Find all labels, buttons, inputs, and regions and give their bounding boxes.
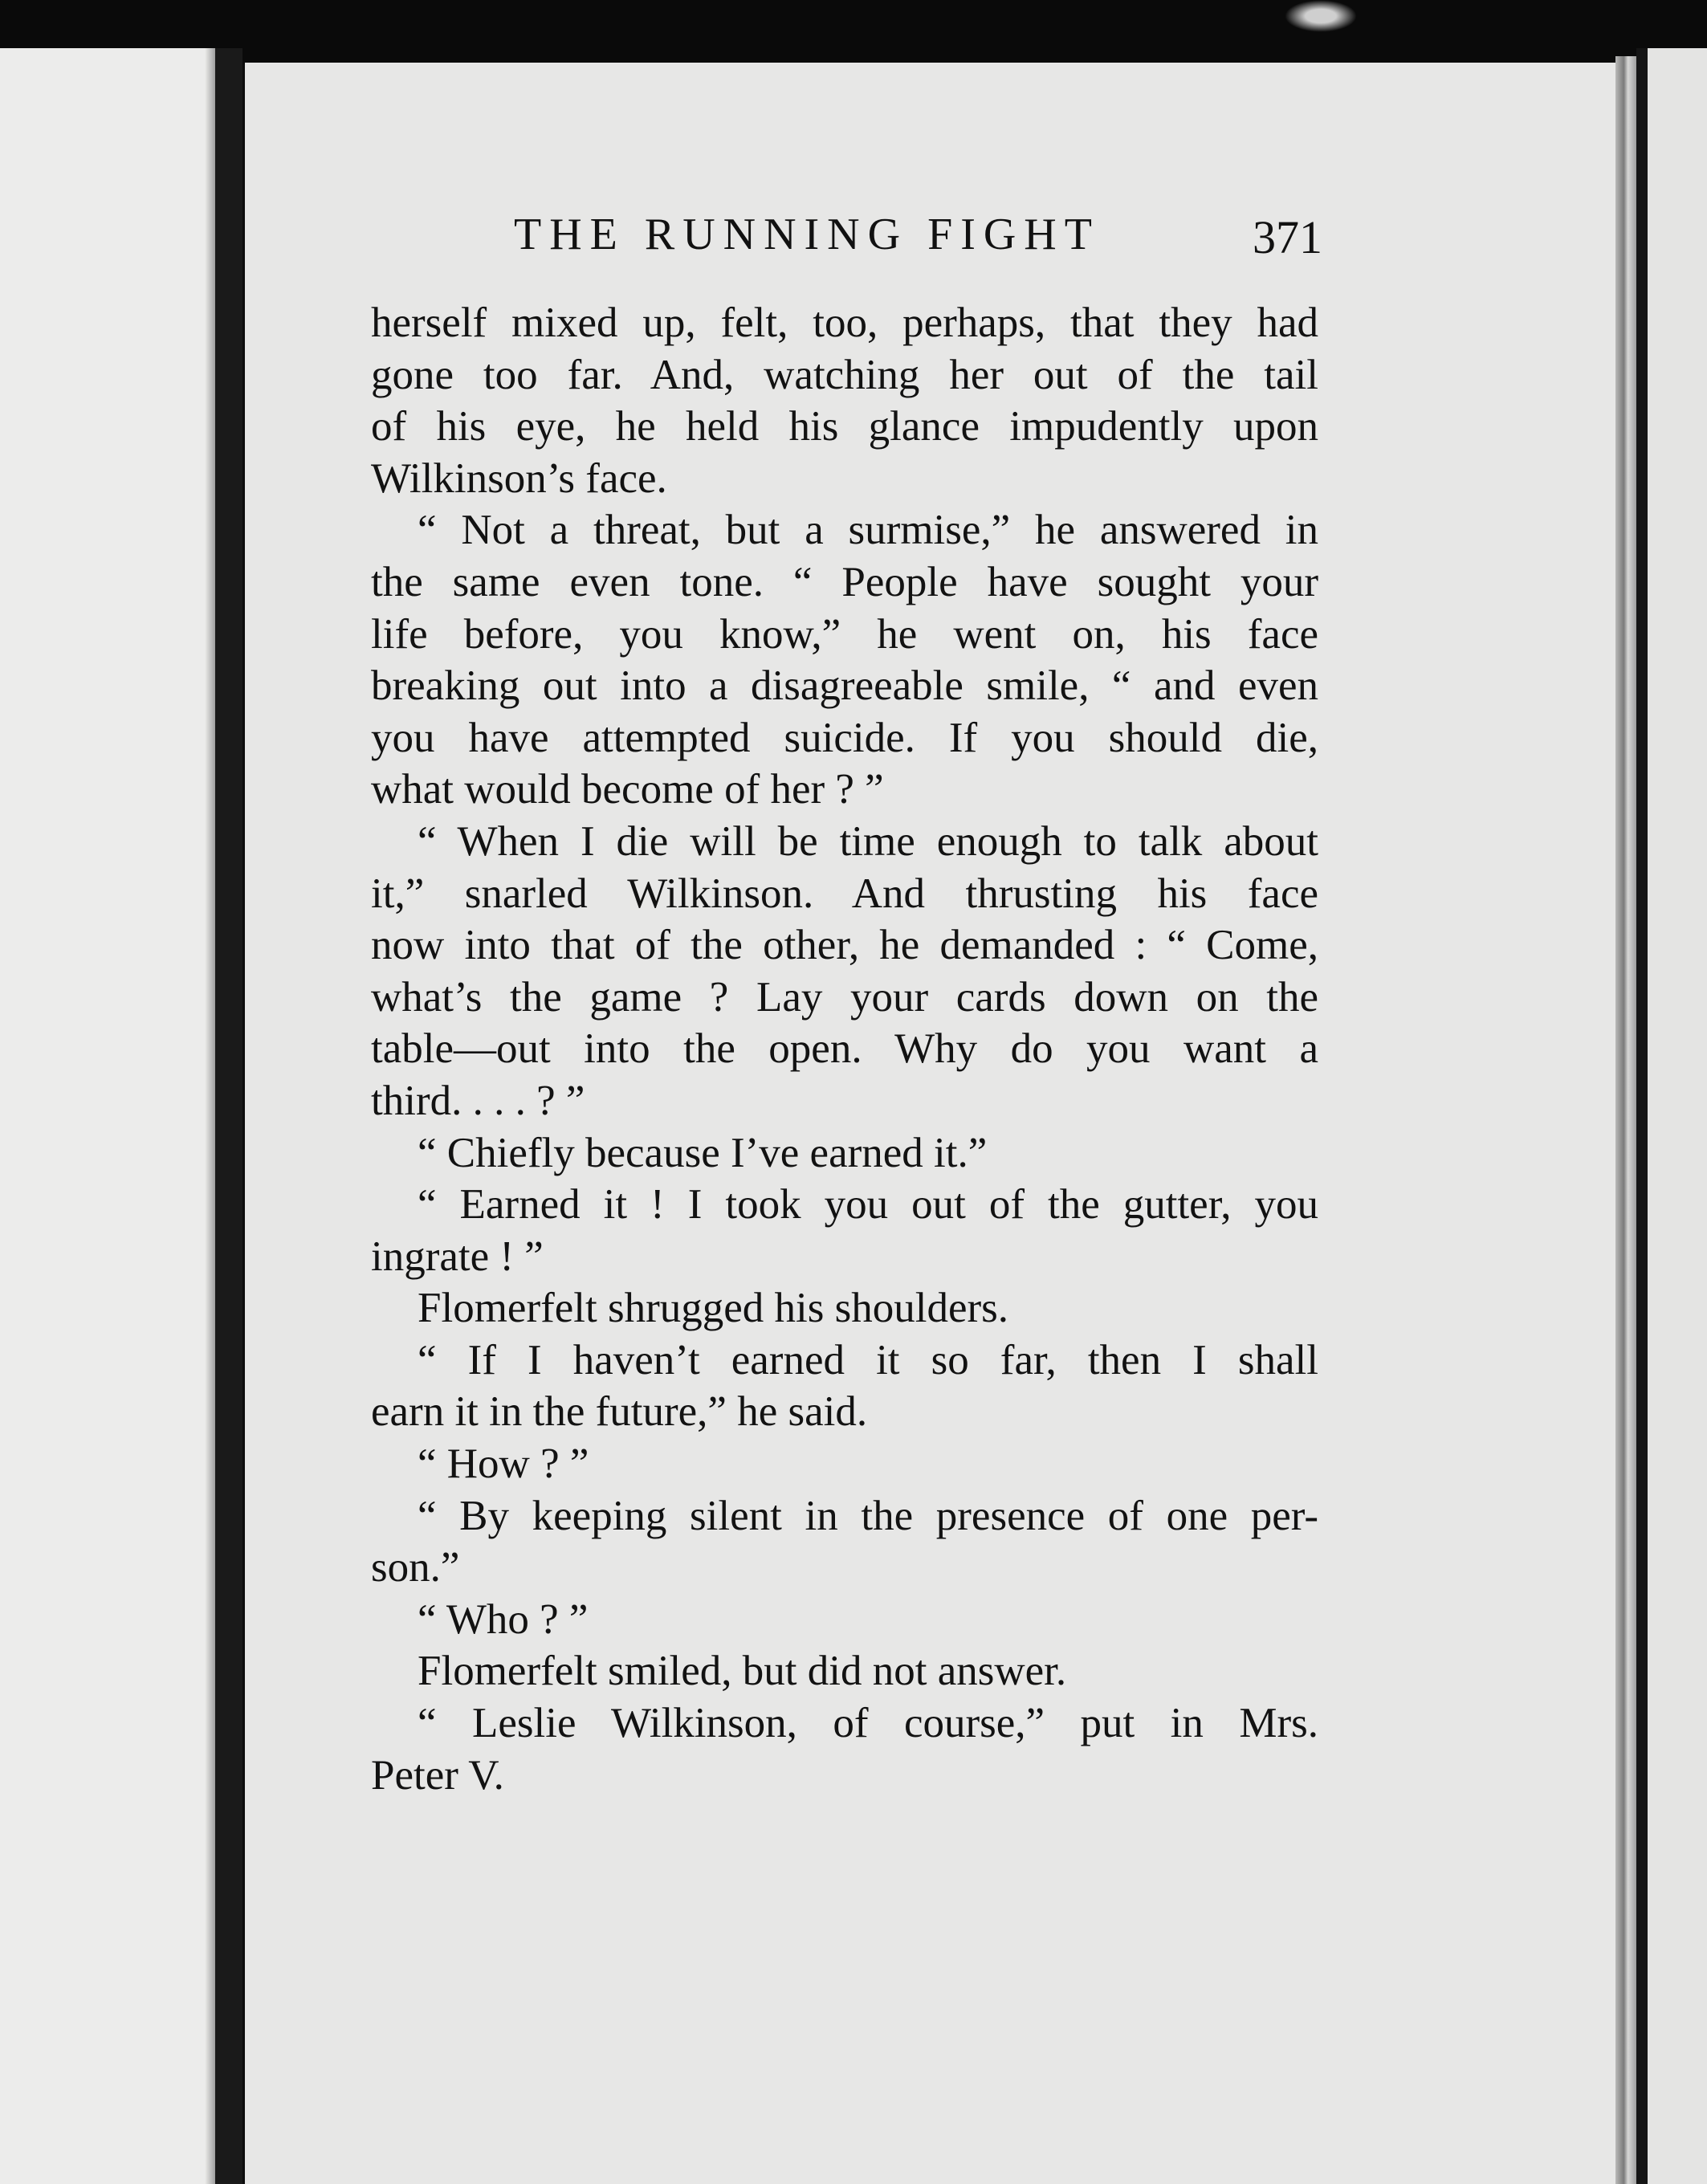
page-number: 371 — [1253, 211, 1322, 263]
next-page-edge — [1648, 48, 1707, 2184]
text-line: “ When I die will be time enough to talk about — [418, 817, 1318, 865]
text-line: Flomerfelt shrugged his shoulders. — [418, 1285, 1009, 1332]
text-line: of his eye, he held his glance impudently upon — [371, 403, 1318, 450]
text-line: it,” snarled Wilkinson. And thrusting his face — [371, 870, 1318, 917]
text-line: ingrate ! ” — [371, 1233, 544, 1280]
running-head — [369, 201, 1325, 273]
text-line: “ Leslie Wilkinson, of course,” put in Mrs. — [418, 1700, 1318, 1747]
text-line: herself mixed up, felt, too, perhaps, that they had — [371, 299, 1318, 346]
text-line: “ Chiefly because I’ve earned it.” — [418, 1129, 988, 1176]
scan-top-border — [0, 0, 1707, 64]
text-line: Flomerfelt smiled, but did not answer. — [418, 1648, 1067, 1695]
text-line: now into that of the other, he demanded : “ Come, — [371, 922, 1318, 969]
text-line: Wilkinson’s face. — [371, 454, 667, 502]
book-binding-edge — [1636, 48, 1648, 2184]
page-shadow — [205, 48, 216, 2184]
facing-page-left — [0, 48, 215, 2184]
text-line: breaking out into a disagreeable smile, “ and even — [371, 662, 1318, 710]
text-line: what would become of her ? ” — [371, 766, 884, 813]
text-line: gone too far. And, watching her out of the tail — [371, 351, 1318, 398]
text-line: “ How ? ” — [418, 1440, 589, 1488]
page-edge — [1615, 56, 1636, 2184]
text-line: son.” — [371, 1544, 460, 1591]
text-line: “ By keeping silent in the presence of one per- — [418, 1492, 1318, 1539]
text-line: the same even tone. “ People have sought your — [371, 558, 1318, 605]
text-line: what’s the game ? Lay your cards down on the — [371, 973, 1318, 1021]
book-gutter — [215, 48, 242, 2184]
text-line: “ Who ? ” — [418, 1595, 589, 1643]
text-line: table—out into the open. Why do you want a — [371, 1025, 1318, 1073]
text-line: you have attempted suicide. If you should die, — [371, 714, 1318, 761]
text-line: third. . . . ? ” — [371, 1077, 585, 1124]
text-line: “ If I haven’t earned it so far, then I shall — [418, 1336, 1318, 1383]
text-line: “ Earned it ! I took you out of the gutter, you — [418, 1181, 1318, 1228]
text-line: life before, you know,” he went on, his face — [371, 610, 1318, 658]
body-text — [371, 297, 1318, 1801]
text-line: earn it in the future,” he said. — [371, 1388, 868, 1436]
text-line: “ Not a threat, but a surmise,” he answered in — [418, 507, 1318, 554]
running-title: THE RUNNING FIGHT — [514, 210, 1100, 259]
text-line: Peter V. — [371, 1751, 504, 1799]
scan-artifact — [1285, 0, 1357, 32]
